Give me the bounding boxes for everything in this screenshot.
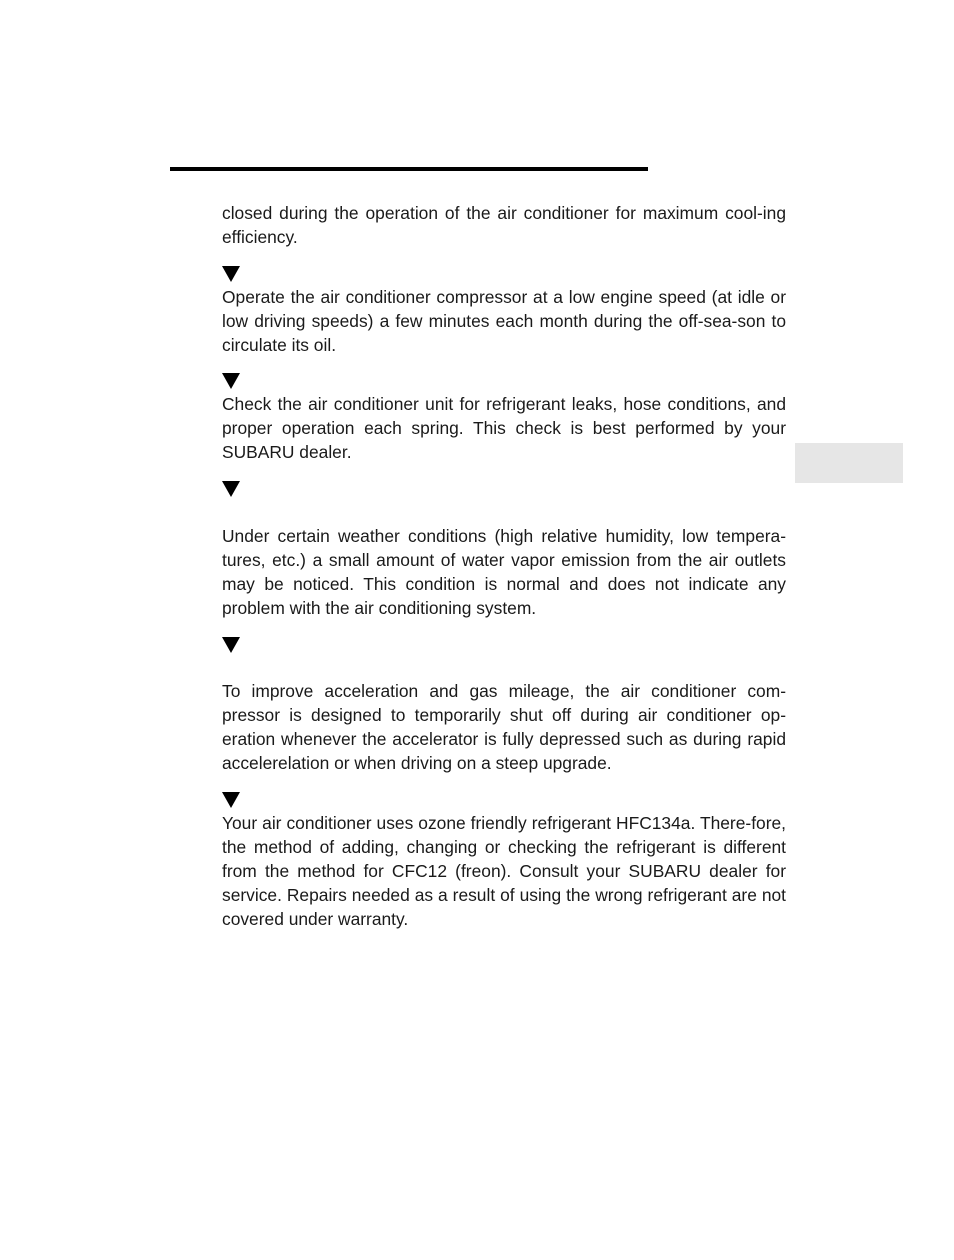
section-compressor-cutoff: [222, 679, 786, 775]
chapter-tab: [795, 443, 903, 483]
paragraph: closed during the operation of the air conditioner for maximum cool-ing efficiency.: [222, 203, 786, 247]
paragraph: Under certain weather conditions (high relative humidity, low tempera-tures, etc.) a small amount of water vapor emission from the air outlets may be noticed. This condition is normal and does not indicate any problem with the air conditioning system.: [222, 526, 786, 618]
section-spring-check: [222, 392, 786, 464]
section-continued: [222, 201, 786, 249]
section-compressor-oil: [222, 285, 786, 357]
paragraph: Check the air conditioner unit for refrigerant leaks, hose conditions, and proper operation each spring. This check is best performed by your SUBARU dealer.: [222, 394, 786, 462]
section-marker-icon: [222, 266, 240, 282]
section-refrigerant: [222, 811, 786, 931]
paragraph: Your air conditioner uses ozone friendly refrigerant HFC134a. There-fore, the method of adding, changing or checking the refrigerant is different from the method for CFC12 (freon). Consult your SUBARU dealer for service. Repairs needed as a result of using the wrong refrigerant are not covered under warranty.: [222, 813, 786, 929]
header-rule: [170, 167, 648, 171]
section-marker-icon: [222, 481, 240, 497]
section-marker-icon: [222, 792, 240, 808]
section-marker-icon: [222, 637, 240, 653]
paragraph: To improve acceleration and gas mileage, the air conditioner com-pressor is designed to temporarily shut off during air conditioner op-eration whenever the accelerator is fully depressed such as during rapid accelerelation or when driving on a steep upgrade.: [222, 681, 786, 773]
section-marker-icon: [222, 373, 240, 389]
section-water-vapor: [222, 524, 786, 620]
paragraph: Operate the air conditioner compressor at a low engine speed (at idle or low driving speeds) a few minutes each month during the off-sea-son to circulate its oil.: [222, 287, 786, 355]
